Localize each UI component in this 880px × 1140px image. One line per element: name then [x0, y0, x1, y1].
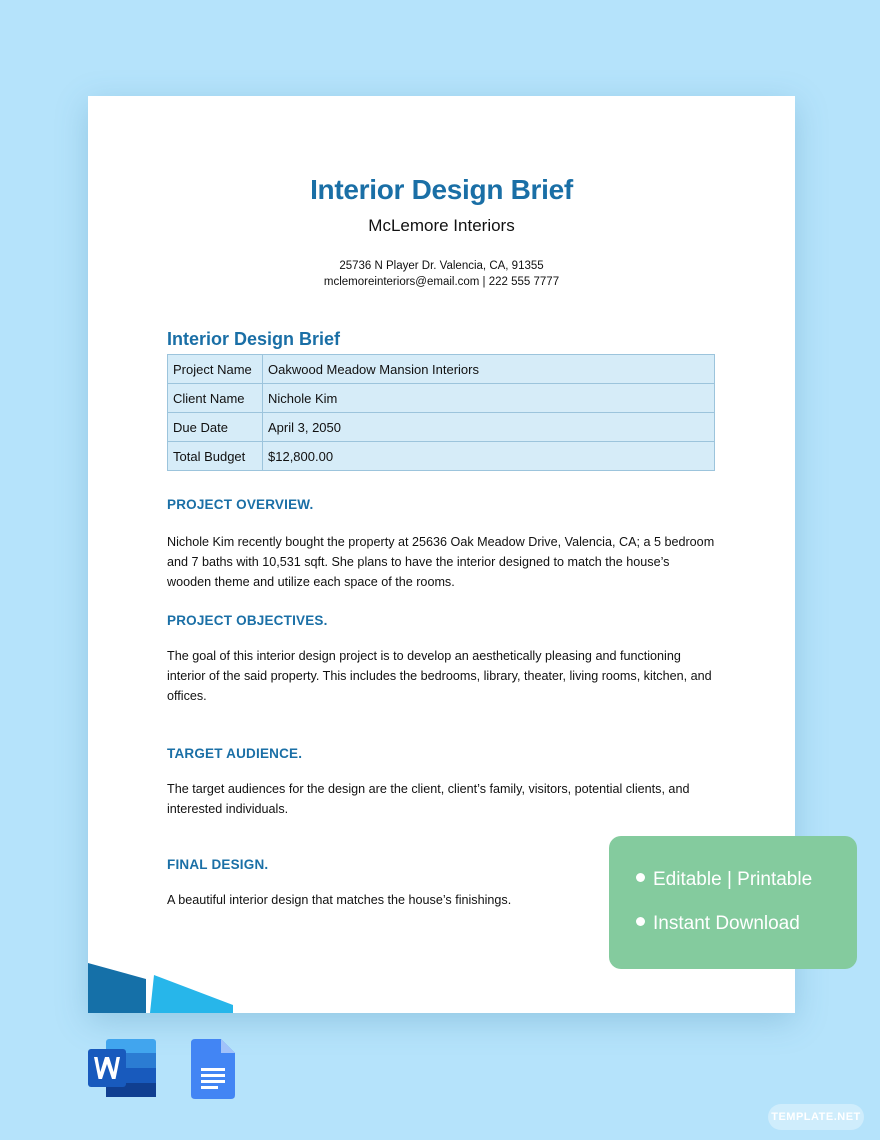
bullet-icon [636, 917, 645, 926]
table-value: Nichole Kim [263, 384, 715, 413]
microsoft-word-icon[interactable] [88, 1039, 156, 1097]
overview-text: Nichole Kim recently bought the property at 25636 Oak Meadow Drive, Valencia, CA; a 5 bedroom and 7 baths with 10,531 sqft. She plans to have the interior designed to match the house’s wooden theme and utilize each space of the rooms. [167, 535, 715, 589]
audience-text: The target audiences for the design are the client, client’s family, visitors, potential clients, and interested individuals. [167, 782, 690, 816]
company-contact: mclemoreinteriors@email.com | 222 555 7777 [323, 276, 560, 288]
final-design-text: A beautiful interior design that matches the house’s finishings. [167, 893, 512, 907]
table-row [168, 413, 715, 442]
table-row [168, 355, 715, 384]
table-value: $12,800.00 [263, 442, 715, 471]
overview-heading: PROJECT OVERVIEW. [167, 497, 314, 512]
table-label: Project Name [168, 355, 263, 384]
table-value: April 3, 2050 [263, 413, 715, 442]
table-label: Client Name [168, 384, 263, 413]
brief-section-title: Interior Design Brief [167, 329, 341, 349]
company-address: 25736 N Player Dr. Valencia, CA, 91355 [339, 260, 544, 272]
final-design-heading: FINAL DESIGN. [167, 857, 269, 872]
feature-badge [609, 836, 857, 969]
company-name: McLemore Interiors [368, 216, 515, 235]
document-title: Interior Design Brief [310, 174, 573, 205]
corner-decoration [88, 953, 248, 1013]
table-row [168, 384, 715, 413]
table-row [168, 442, 715, 471]
badge-item [636, 869, 812, 891]
table-value: Oakwood Meadow Mansion Interiors [263, 355, 715, 384]
bullet-icon [636, 873, 645, 882]
audience-heading: TARGET AUDIENCE. [167, 746, 303, 761]
google-docs-icon[interactable] [191, 1039, 235, 1099]
badge-item-label: Editable | Printable [653, 869, 813, 890]
brief-table [167, 354, 715, 471]
objectives-heading: PROJECT OBJECTIVES. [167, 613, 328, 628]
badge-item [636, 913, 800, 935]
template-net-watermark[interactable]: TEMPLATE.NET [768, 1104, 864, 1130]
badge-item-label: Instant Download [653, 913, 800, 934]
table-label: Total Budget [168, 442, 263, 471]
objectives-text: The goal of this interior design project is to develop an aesthetically pleasing and functioning interior of the said property. This includes the bedrooms, library, theater, living rooms, kitchen, and offices. [167, 649, 712, 703]
table-label: Due Date [168, 413, 263, 442]
